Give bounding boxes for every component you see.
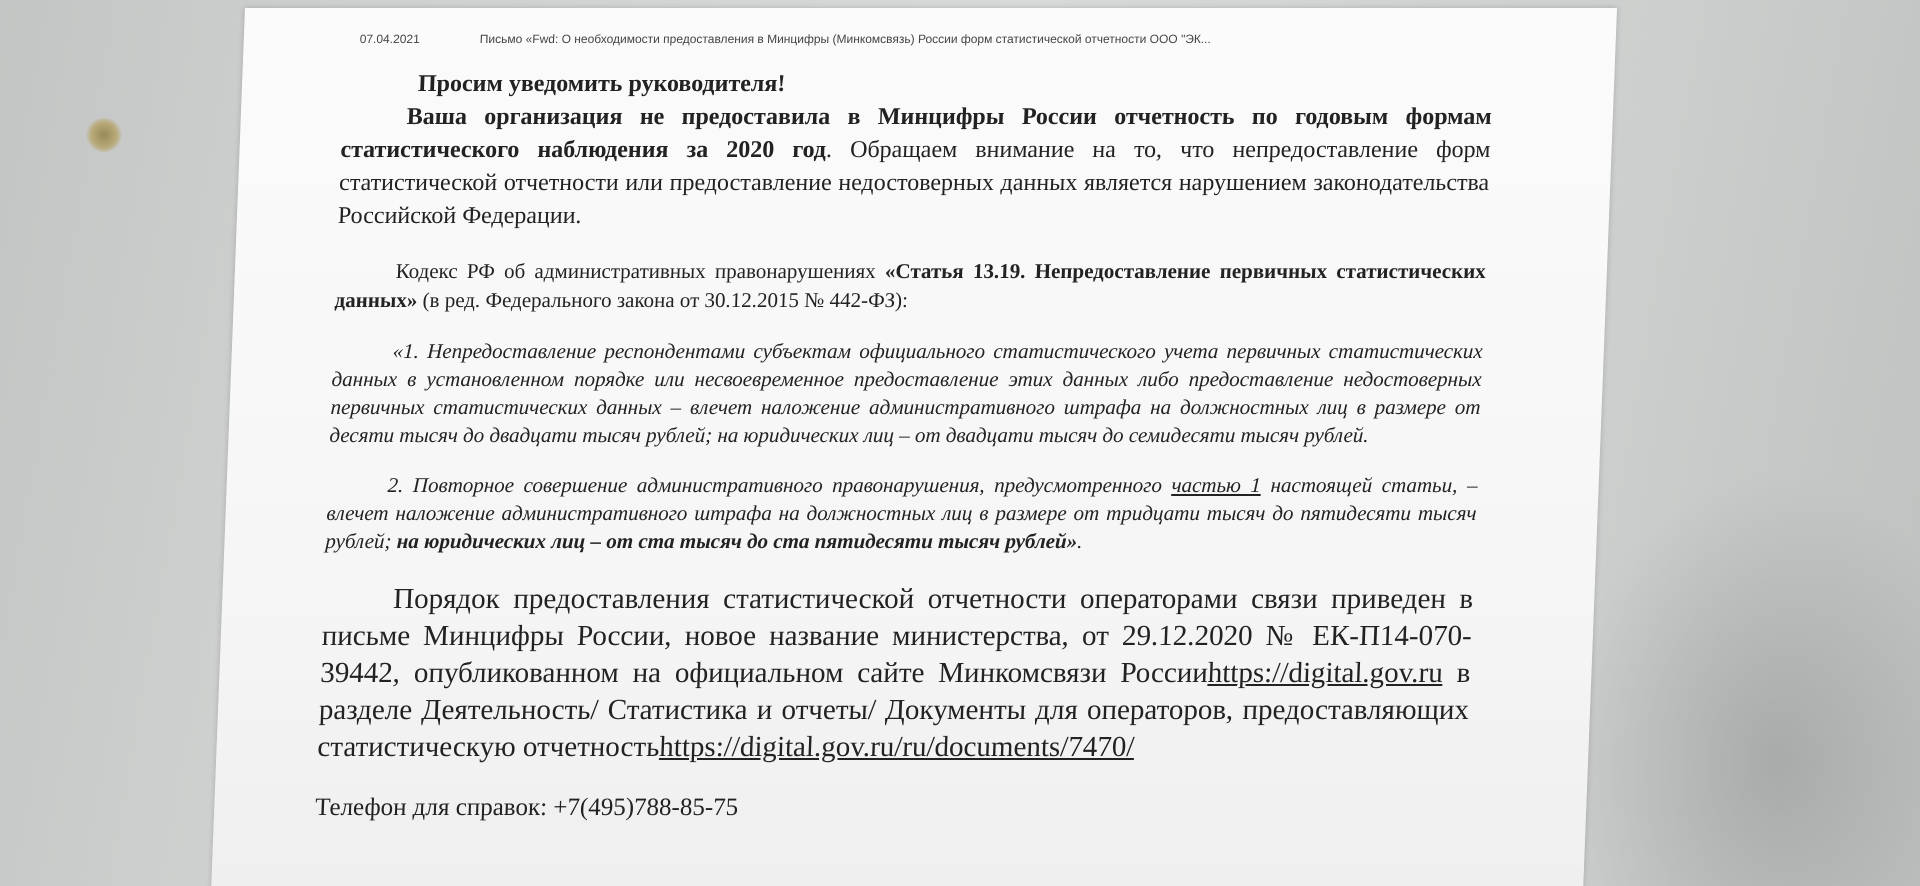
procedure-text-1: Порядок предоставления статистической отчетности операторами связи приведен в письме Минцифры России, новое название министерства, от 29.12.2020 № ЕК-П14-070-39442, опубликованном на официальном сайте Минкомсвязи России xyxy=(319,583,1474,689)
article-part-1: «1. Непредоставление респондентами субъектам официального статистического учета первичных статистических данных в установленном порядке или несвоевременное предоставление этих данных либо предоставление недостоверных первичных статистических данных – влечет наложение административного штрафа на должностных лиц в размере от десяти тысяч до двадцати тысяч рублей; на юридических лиц – от двадцати тысяч до семидесяти тысяч рублей. xyxy=(329,339,1484,447)
desk-stain xyxy=(86,118,122,152)
notice-bold-text: Ваша организация не предоставила в Минцифры России отчетность по годовым формам статистического наблюдения за 2020 год xyxy=(339,104,1493,163)
part2-mid: настоящей статьи, – влечет наложение административного штрафа на должностных лиц в размере от тридцати тысяч до пятидесяти тысяч рублей; xyxy=(324,473,1479,553)
part2-end: . xyxy=(1076,529,1083,553)
phone-line: Телефон для справок: +7(495)788-85-75 xyxy=(314,794,739,821)
code-reference-rest: (в ред. Федерального закона от 30.12.2015 № 442-ФЗ): xyxy=(416,288,909,312)
desk-shadow xyxy=(1560,470,1920,886)
notice-text: . Обращаем внимание на то, что непредоставление форм статистической отчетности или предоставление недостоверных данных является нарушением законодательства Российской Федерации. xyxy=(337,137,1491,229)
documents-link[interactable]: https://digital.gov.ru/ru/documents/7470/ xyxy=(658,731,1135,763)
print-date: 07.04.2021 xyxy=(359,32,421,46)
part1-link[interactable]: частью 1 xyxy=(1171,473,1262,497)
notice-paragraph xyxy=(337,68,1493,233)
procedure-paragraph xyxy=(317,581,1474,766)
part2-lead: 2. Повторное совершение административного правонарушения, предусмотренного xyxy=(387,473,1173,497)
part2-bold: на юридических лиц – от ста тысяч до ста пятидесяти тысяч рублей» xyxy=(396,529,1078,553)
procedure-text-2: в разделе Деятельность/ Статистика и отчеты/ Документы для операторов, предоставляющих статистическую отчетность xyxy=(316,657,1471,763)
document-body xyxy=(315,32,1495,822)
print-header xyxy=(359,32,1495,46)
site-link[interactable]: https://digital.gov.ru xyxy=(1207,657,1444,689)
code-reference-lead: Кодекс РФ об административных правонарушениях xyxy=(395,259,886,283)
print-subject: Письмо «Fwd: О необходимости предоставления в Минцифры (Минкомсвязь) России форм статистической отчетности ООО "ЭК... xyxy=(479,32,1212,46)
article-part-2 xyxy=(325,471,1478,555)
notice-heading: Просим уведомить руководителя! xyxy=(417,71,786,97)
code-reference-paragraph xyxy=(334,257,1486,315)
article-title: «Статья 13.19. Непредоставление первичных статистических данных» xyxy=(334,259,1487,312)
